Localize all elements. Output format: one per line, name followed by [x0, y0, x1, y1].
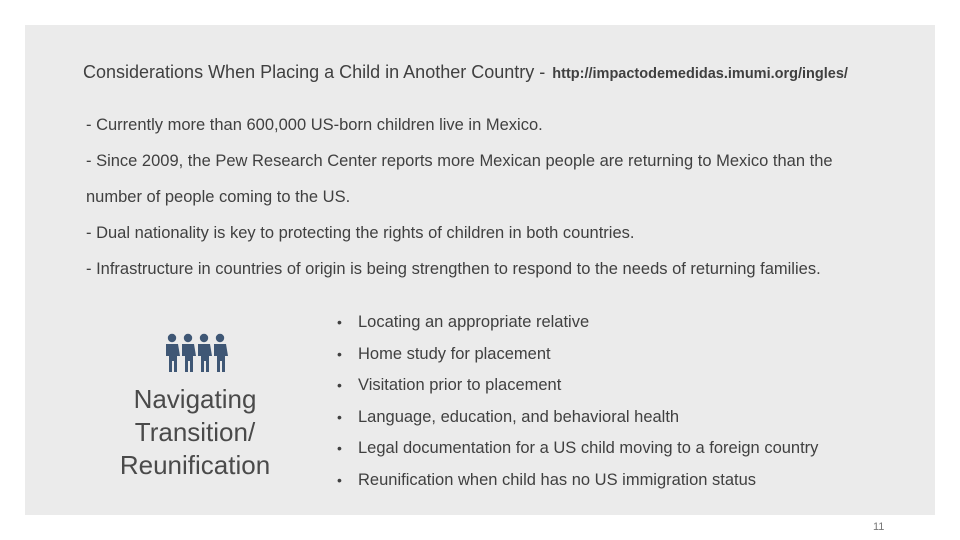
text-line-3: number of people coming to the US. — [86, 188, 351, 206]
list-item: • Locating an appropriate relative — [337, 313, 590, 331]
title-url[interactable]: http://impactodemedidas.imumi.org/ingles/ — [552, 66, 848, 82]
text-line-4: - Dual nationality is key to protecting the rights of children in both countries. — [86, 224, 635, 242]
heading-line-1: Navigating — [133, 384, 257, 414]
heading-line-3: Reunification — [119, 450, 271, 480]
title-text: Considerations When Placing a Child in Another Country - — [83, 62, 546, 82]
text-line-5: - Infrastructure in countries of origin is being strengthen to respond to the needs of returning families. — [86, 260, 821, 278]
list-item: • Visitation prior to placement — [337, 376, 562, 395]
list-item: • Legal documentation for a US child moving to a foreign country — [337, 439, 819, 458]
page-number: 11 — [873, 521, 885, 533]
list-item: • Home study for placement — [337, 344, 551, 363]
slide-title — [83, 62, 848, 83]
list-item: • Language, education, and behavioral health — [337, 407, 680, 426]
navigating-heading — [100, 383, 290, 482]
list-item: • Reunification when child has no US immigration status — [337, 470, 757, 489]
heading-line-2: Transition/ — [134, 417, 256, 447]
text-line-2: - Since 2009, the Pew Research Center reports more Mexican people are returning to Mexico than the — [86, 152, 833, 170]
text-line-1: - Currently more than 600,000 US-born children live in Mexico. — [86, 116, 543, 134]
family-group-icon — [163, 333, 229, 373]
bullet-list — [333, 307, 818, 497]
